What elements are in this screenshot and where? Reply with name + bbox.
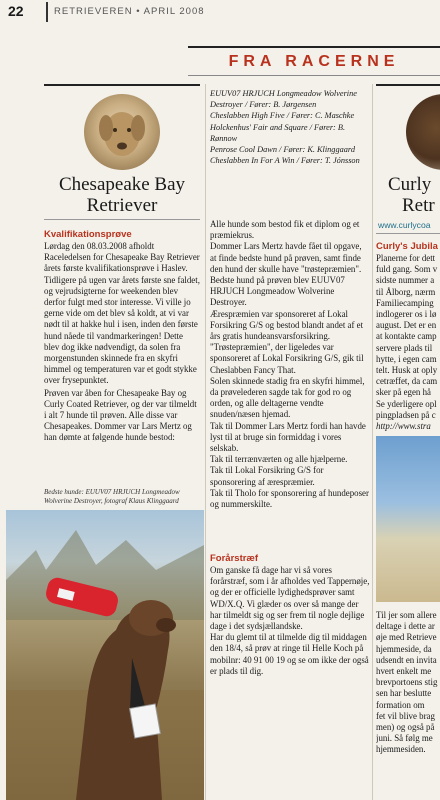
text-line: sker på egen hå bbox=[376, 387, 431, 398]
column-rule bbox=[205, 84, 206, 800]
dog-portrait-image bbox=[84, 94, 160, 170]
text-line: telt. Husk at oply bbox=[376, 365, 438, 376]
text-line: august. Det er en bbox=[376, 320, 437, 331]
paragraph: Dommer Lars Mertz havde fået til opgave, at finde bedste hund på prøven, samt finde den hund der skulle have "trøstepræmien". bbox=[210, 241, 362, 274]
text-line: hjemmeside, da bbox=[376, 643, 432, 654]
paragraph: Prøven var åben for Chesapeake Bay og Curly Coated Retriever, og der var tilmeldt i alt 7 hunde til prøven. Alle disse var Chesapeakes. Dommer var Lars Mertz og han dømte at følgende hunde bestod: bbox=[44, 387, 197, 443]
article-body-continued bbox=[210, 219, 370, 510]
section-bar bbox=[188, 46, 440, 76]
dog-with-dummy-photo bbox=[6, 510, 204, 800]
text-line: Til jer som allere bbox=[376, 610, 437, 620]
text-line: udsendt en invita bbox=[376, 654, 437, 665]
paragraph: Har du glemt til at tilmelde dig til middagen den 18/4, så prøv at ringe til Helle Koch på mobilnr: 40 91 00 19 og se om ikke der også er plads til dig. bbox=[210, 632, 369, 676]
website-link[interactable]: http://www.stra bbox=[376, 421, 431, 432]
breed-name-line: Retr bbox=[402, 195, 435, 216]
beach-photo bbox=[376, 436, 440, 602]
text-line: pingpladsen på c bbox=[376, 409, 436, 420]
text-line: formation om bbox=[376, 699, 425, 710]
result-entry: Cheslabben In For A Win / Fører: T. Jónsson bbox=[210, 156, 360, 166]
text-line: juni. Så følg me bbox=[376, 733, 433, 744]
result-entry: Holckenhus' Fair and Square / Fører: B. Rønnow bbox=[210, 122, 346, 143]
results-list bbox=[210, 88, 370, 166]
breed-name: Chesapeake Bay Retriever bbox=[58, 174, 186, 216]
column-rule bbox=[372, 84, 373, 800]
text-line: at kontakte camp bbox=[376, 331, 437, 342]
text-line: deltage i dette ar bbox=[376, 621, 435, 632]
text-line: til Ålborg, nærm bbox=[376, 286, 436, 297]
photo-caption: Bedste hunde: EUUV07 HRJUCH Longmeadow Wolverine Destroyer, fotograf Klaus Klinggaard bbox=[44, 488, 180, 505]
article-body bbox=[376, 610, 440, 756]
page-number: 22 bbox=[8, 3, 24, 19]
article-heading: Kvalifikationsprøve bbox=[44, 229, 132, 240]
text-line: cetræffet, da cam bbox=[376, 376, 438, 387]
text-line: men) og også på bbox=[376, 722, 435, 733]
result-entry: Penrose Cool Dawn / Fører: K. Klinggaard bbox=[210, 145, 355, 155]
text-line: hytte, i egen cam bbox=[376, 353, 437, 364]
section-title: FRA RACERNE bbox=[228, 53, 400, 70]
text-line: øje med Retrieve bbox=[376, 632, 437, 643]
text-line: sidste nummer a bbox=[376, 275, 435, 286]
text-line: servere plads til bbox=[376, 342, 433, 353]
result-entry: EUUV07 HRJUCH Longmeadow Wolverine Destroyer / Fører: B. Jørgensen bbox=[210, 89, 357, 110]
paragraph: Tak til Lokal Forsikring G/S for sponsorering af ærespræmier. bbox=[210, 465, 324, 487]
paragraph: Solen skinnede stadig fra en skyfri himmel, da prøvelederen sagde tak for god ro og orden, og alle deltagerne vendte snuden/næsen hjemad. bbox=[210, 375, 365, 420]
paragraph: Tak til Tholo for sponsorering af hundeposer og nummerskilte. bbox=[210, 487, 369, 510]
text-line: Planerne for dett bbox=[376, 253, 436, 263]
paragraph: Bedste hund på prøven blev EUUV07 HRJUCH Longmeadow Wolverine Destroyer. bbox=[210, 275, 345, 308]
article-heading: Curly's Jubila bbox=[376, 241, 438, 252]
running-title: RETRIEVEREN • APRIL 2008 bbox=[54, 6, 205, 17]
text-line: hjemmesiden. bbox=[376, 744, 426, 755]
breed-name bbox=[388, 174, 435, 216]
header-divider bbox=[46, 2, 48, 22]
article-body bbox=[210, 565, 370, 677]
paragraph: "Trøstepræmien", der ligeledes var sponsoreret af Lokal Forsikring G/S, gik til Cheslabben Fancy That. bbox=[210, 342, 364, 375]
result-entry: Cheslabben High Five / Fører: C. Maschke bbox=[210, 111, 355, 121]
curly-header-box bbox=[376, 84, 440, 234]
dog-portrait-image bbox=[406, 94, 440, 170]
text-line: Se yderligere opl bbox=[376, 398, 437, 409]
article-body bbox=[44, 241, 200, 445]
paragraph: Ærespræmien var sponsoreret af Lokal Forsikring G/S og bestod blandt andet af et års gratis hundeansvarsforsikring. bbox=[210, 308, 364, 342]
paragraph: Alle hunde som bestod fik et diplom og et præmiekrus. bbox=[210, 219, 360, 241]
chesapeake-header-box bbox=[44, 84, 200, 220]
text-line: fet vil blive brag bbox=[376, 710, 435, 721]
text-line: indlogerer os i lø bbox=[376, 309, 437, 320]
article-body bbox=[376, 253, 440, 432]
text-line: fuld gang. Som v bbox=[376, 264, 438, 275]
page-header bbox=[0, 0, 440, 24]
paragraph: Lørdag den 08.03.2008 afholdt Raceledelsen for Chesapeake Bay Retriever årets første kvalifikationsprøve i Haslev. Tidligere på ugen var årets første sne faldet, og vejrudsigterne for weekenden blev derfor fulgt med stor interesse. Vi ville jo gerne vide om det blev så koldt, at vi var nødt til at hakke hul i isen, inden den første hund nåede til vandmarkeringen! Dette blev dog ikke nødvendigt, da solen fra morgenstunden skinnede fra en skyfri himmel og temperaturen var et godt stykke over frysepunktet. bbox=[44, 241, 200, 386]
text-line: Familiecamping bbox=[376, 297, 434, 308]
website-link[interactable]: www.curlycoa bbox=[378, 220, 431, 230]
text-line: hvert enkelt me bbox=[376, 666, 432, 677]
text-line: brevportoens stig bbox=[376, 677, 438, 688]
paragraph: Om ganske få dage har vi så vores forårstræf, som i år afholdes ved Tappernøje, og der er officielle lydighedsprøver samt WD/X.Q. Vi glæder os over så mange der har tilmeldt sig og ser frem til nogle dejlige dage i det sydsjællandske. bbox=[210, 565, 370, 632]
article-heading: Forårstræf bbox=[210, 553, 259, 564]
text-line: sen har beslutte bbox=[376, 688, 432, 699]
paragraph: Tak til terrænværten og alle hjælperne. bbox=[210, 454, 348, 465]
breed-name-line: Curly bbox=[388, 174, 432, 195]
paragraph: Tak til Dommer Lars Mertz fordi han havde lyst til at bruge sin formiddag i vores selskab. bbox=[210, 420, 366, 454]
